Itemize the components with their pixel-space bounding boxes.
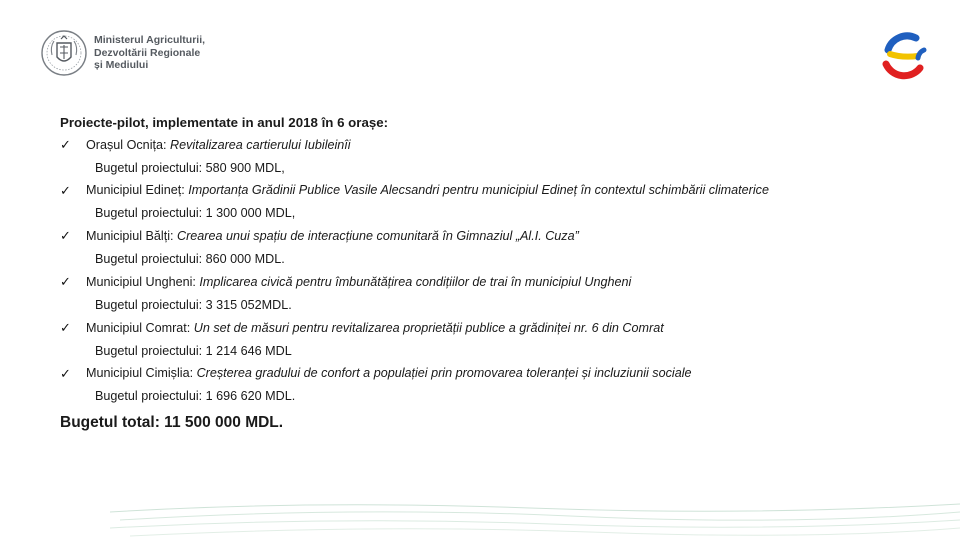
ministry-name-line2: Dezvoltării Regionale [94,46,201,59]
list-item [60,317,784,339]
project-location: Municipiul Edineț: [86,183,189,197]
project-budget: Bugetul proiectului: 580 900 MDL, [95,161,285,175]
projects-content [60,112,784,436]
coat-of-arms-icon [40,27,88,79]
project-title: Importanța Grădinii Publice Vasile Alecsandri pentru municipiul Edineț în contextul schimbării climaterice [188,183,769,197]
list-item [60,271,784,293]
project-budget: Bugetul proiectului: 860 000 MDL. [95,252,285,266]
total-budget: Bugetul total: 11 500 000 MDL. [60,414,284,431]
checkmark-icon: ✓ [60,366,71,381]
list-item [60,225,784,247]
project-title: Un set de măsuri pentru revitalizarea proprietății publice a grădiniței nr. 6 din Comrat [193,321,664,335]
project-location: Municipiul Bălți: [86,229,177,243]
project-budget: Bugetul proiectului: 1 696 620 MDL. [95,389,296,403]
checkmark-icon: ✓ [60,274,71,289]
ministry-name-line3: și Mediului [94,59,149,72]
decorative-waves [110,490,960,540]
project-budget: Bugetul proiectului: 3 315 052MDL. [95,298,292,312]
ministry-name [94,34,205,72]
list-item [60,180,784,201]
checkmark-icon: ✓ [60,228,71,243]
project-location: Orașul Ocnița: [86,138,170,152]
project-budget: Bugetul proiectului: 1 214 646 MDL [95,344,292,358]
project-title: Revitalizarea cartierului Iubileinîi [170,138,351,152]
project-location: Municipiul Cimișlia: [86,366,197,380]
project-location: Municipiul Comrat: [86,321,194,335]
checkmark-icon: ✓ [60,320,71,335]
circular-logo-icon [878,28,934,84]
section-heading: Proiecte-pilot, implementate in anul 2018 în 6 orașe: [60,115,389,130]
project-budget: Bugetul proiectului: 1 300 000 MDL, [95,206,296,220]
project-location: Municipiul Ungheni: [86,275,200,289]
checkmark-icon: ✓ [60,137,71,152]
project-title: Crearea unui spațiu de interacțiune comunitară în Gimnaziul „Al.I. Cuza” [177,229,579,243]
list-item [60,363,784,384]
list-item [60,134,784,156]
project-title: Implicarea civică pentru îmbunătățirea condițiilor de trai în municipiul Ungheni [199,275,632,289]
project-title: Creșterea gradului de confort a populației prin promovarea toleranței și incluziunii sociale [196,366,692,380]
ministry-name-line1: Ministerul Agriculturii, [94,34,206,47]
checkmark-icon: ✓ [60,183,71,198]
ministry-header [40,26,205,80]
